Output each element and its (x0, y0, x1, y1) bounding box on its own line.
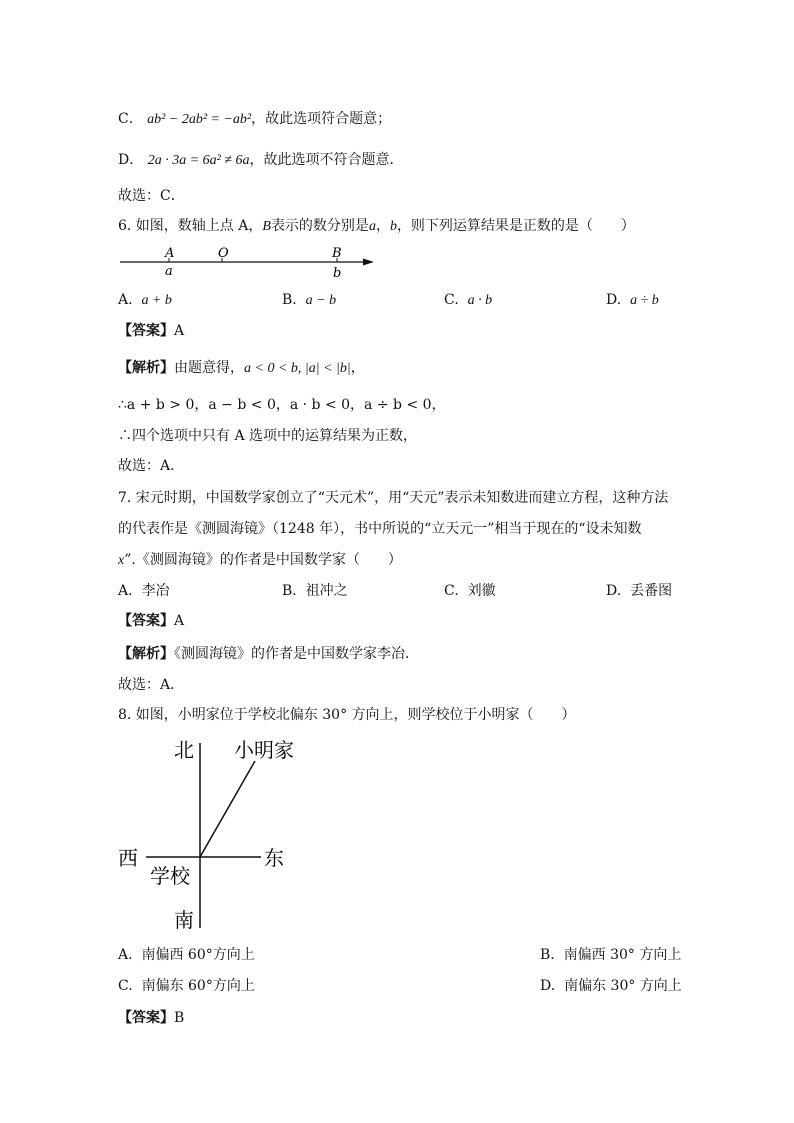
q8-option-c-key: C. (118, 978, 133, 994)
label-east: 东 (264, 846, 284, 870)
q6-stem (118, 217, 635, 236)
q7-option-c-key: C. (444, 583, 459, 599)
q5-choose: 故选：C． (118, 188, 185, 204)
q8-option-a-text: 南偏西 60°方向上 (141, 947, 255, 963)
q8-option-a-key: A. (118, 947, 133, 963)
q7-stem-var-x: x (118, 553, 125, 568)
q7-option-d-key: D. (606, 583, 622, 599)
q8-option-c-text: 南偏东 60°方向上 (141, 978, 255, 994)
q7-choose: 故选：A． (118, 677, 185, 693)
q5-option-c-suffix: ，故此选项符合题意； (251, 111, 392, 127)
q7-option-c (444, 582, 496, 600)
q7-stem-line-3-text: ”.《测圆海镜》的作者是中国数学家（ ） (124, 552, 402, 568)
q8-option-d (540, 977, 682, 995)
q6-option-a (118, 291, 172, 310)
value-label-b: b (333, 266, 342, 281)
q6-answer-label: 【答案】 (118, 323, 174, 339)
label-home: 小明家 (234, 738, 294, 762)
q6-option-c (444, 291, 492, 310)
q7-answer (118, 612, 184, 630)
q6-analysis-line-3: ∴四个选项中只有 A 选项中的运算结果为正数， (118, 428, 418, 444)
q5-option-d-line (118, 151, 404, 170)
q5-option-d-prefix: D． (118, 152, 144, 168)
q8-option-b-text: 南偏西 30° 方向上 (563, 947, 682, 963)
q8-option-c (118, 977, 255, 995)
q6-answer (118, 322, 184, 340)
q6-stem-point-b: B (262, 219, 271, 234)
q7-option-d-text: 丢番图 (630, 583, 673, 599)
q7-option-a-text: 李冶 (141, 583, 170, 599)
q6-stem-part-a: 6. 如图，数轴上点 A， (118, 218, 263, 234)
q7-analysis-text: 《测圆海镜》的作者是中国数学家李冶． (174, 646, 419, 662)
value-label-a: a (165, 264, 173, 279)
q8-option-b (540, 946, 681, 964)
q6-stem-comma: ， (375, 218, 390, 234)
q5-option-c-prefix: C． (118, 111, 143, 127)
q8-option-d-key: D. (540, 978, 556, 994)
q6-option-c-expr: a · b (467, 293, 493, 308)
q8-option-a (118, 946, 255, 964)
q6-answer-value: A (174, 323, 185, 339)
q7-stem-line-1: 7. 宋元时期，中国数学家创立了“天元术”，用“天元”表示未知数进而建立方程，这种方法 (118, 490, 669, 506)
direction-diagram (116, 733, 306, 933)
q7-stem-line-2: 的代表作是《测圆海镜》（1248 年），书中所说的“立天元一”相当于现在的“设未知数 (118, 521, 642, 537)
q6-analysis-math: a < 0 < b, |a| < |b| (244, 361, 351, 376)
q7-option-b (282, 582, 348, 600)
q7-option-c-text: 刘徽 (467, 583, 496, 599)
q6-option-a-expr: a + b (141, 293, 172, 308)
q6-option-a-key: A. (118, 292, 133, 308)
q7-option-d (606, 582, 672, 600)
label-north: 北 (174, 738, 194, 762)
q6-analysis-text: 由题意得， (174, 360, 244, 376)
q8-option-b-key: B. (540, 947, 555, 963)
label-school: 学校 (150, 864, 190, 888)
q7-answer-value: A (174, 613, 185, 629)
q7-option-a-key: A. (118, 583, 133, 599)
q6-stem-var-a: a (368, 219, 376, 234)
label-south: 南 (174, 908, 194, 932)
q6-analysis-label: 【解析】 (118, 360, 174, 376)
q6-stem-part-d: ，则下列运算结果是正数的是（ ） (396, 218, 635, 234)
q6-option-b (282, 291, 336, 310)
q6-option-b-key: B. (282, 292, 297, 308)
school-to-home-line (200, 761, 255, 857)
q7-analysis-label: 【解析】 (118, 646, 174, 662)
q5-option-c-math: ab² − 2ab² = −ab² (147, 112, 252, 127)
q6-stem-var-b: b (389, 219, 397, 234)
number-line-arrow (363, 259, 374, 266)
q8-answer (118, 1009, 184, 1027)
q6-option-d-key: D. (606, 292, 622, 308)
q5-option-c-line (118, 110, 391, 129)
q7-stem-line-3 (118, 551, 402, 570)
point-label-a-upper: A (165, 246, 175, 261)
q6-option-d-expr: a ÷ b (630, 293, 659, 308)
point-label-o: O (218, 246, 229, 261)
q8-stem: 8. 如图，小明家位于学校北偏东 30° 方向上，则学校位于小明家（ ） (118, 707, 576, 723)
q6-stem-part-c: 表示的数分别是 (270, 218, 369, 234)
q6-analysis-comma: ， (350, 360, 365, 376)
q8-option-d-text: 南偏东 30° 方向上 (564, 978, 682, 994)
q7-analysis (118, 645, 419, 663)
q7-answer-label: 【答案】 (118, 613, 174, 629)
q6-option-c-key: C. (444, 292, 459, 308)
q8-answer-label: 【答案】 (118, 1010, 174, 1026)
q6-option-b-expr: a − b (305, 293, 337, 308)
q6-choose: 故选：A． (118, 458, 185, 474)
point-label-b-upper: B (332, 246, 342, 261)
label-west: 西 (118, 846, 138, 870)
q5-option-d-math: 2a · 3a = 6a² ≠ 6a (147, 153, 250, 168)
q8-answer-value: B (174, 1010, 185, 1026)
number-line-diagram (116, 242, 380, 282)
q7-option-a (118, 582, 169, 600)
q7-option-b-key: B. (282, 583, 297, 599)
q6-option-d (606, 291, 659, 310)
q7-option-b-text: 祖冲之 (305, 583, 348, 599)
q6-analysis-line-2: ∴a + b > 0，a − b < 0，a · b < 0，a ÷ b < 0， (118, 397, 446, 413)
q5-option-d-suffix: ，故此选项不符合题意． (249, 152, 404, 168)
q6-analysis (118, 359, 365, 378)
